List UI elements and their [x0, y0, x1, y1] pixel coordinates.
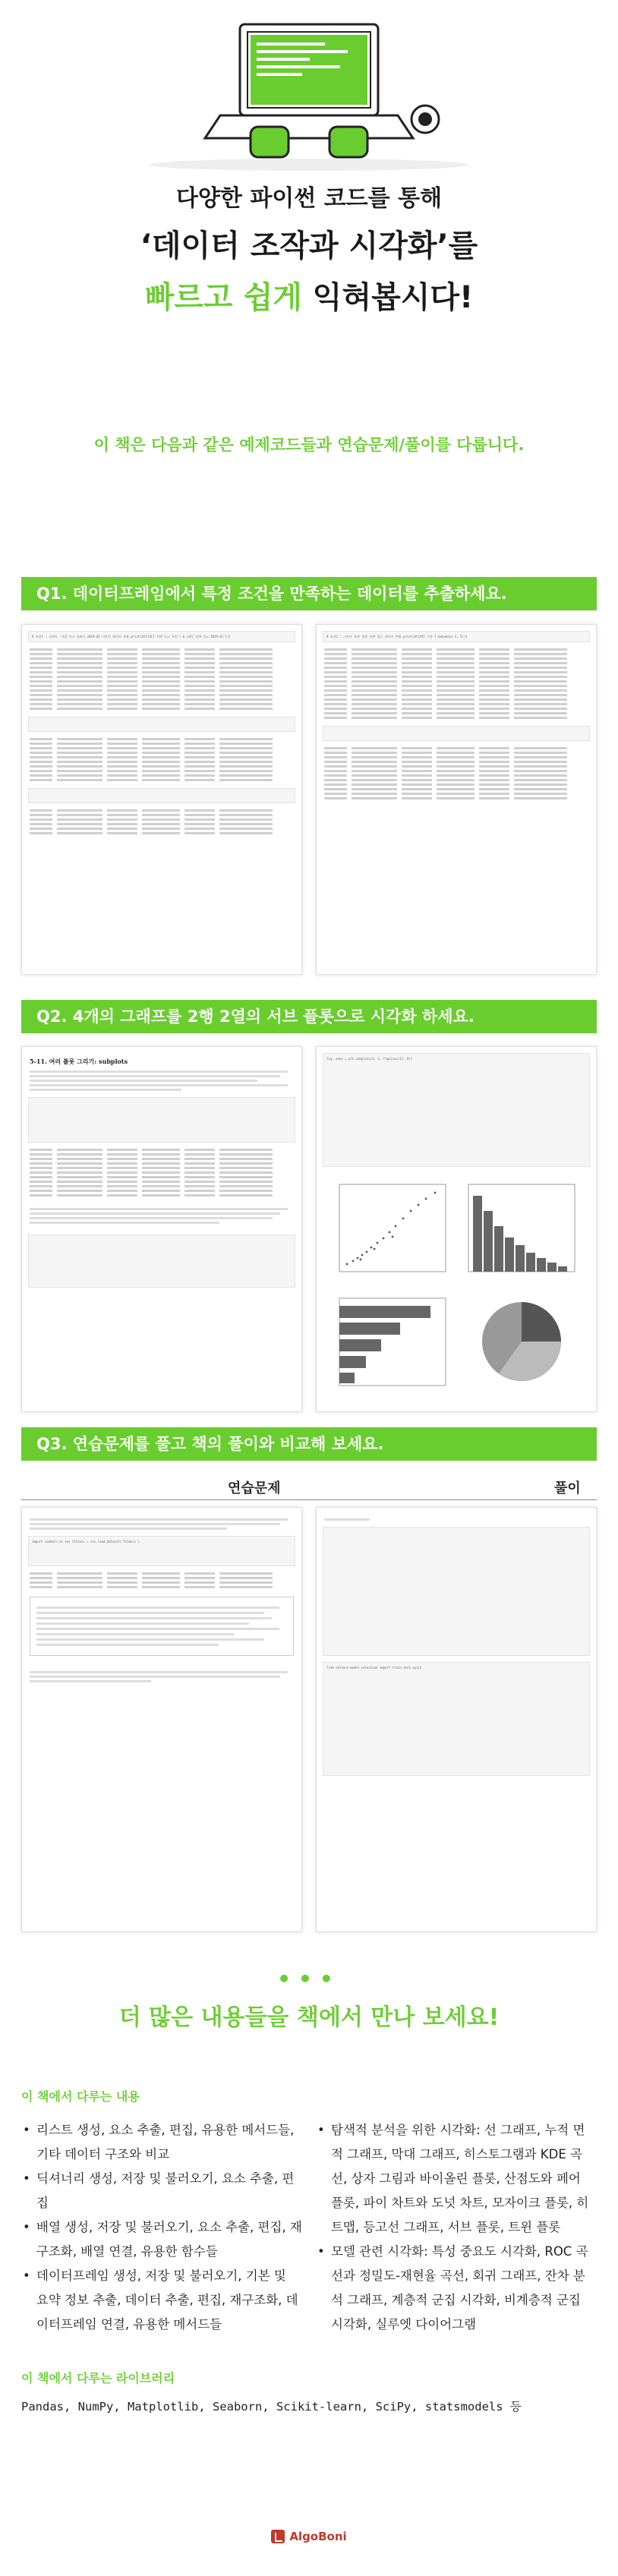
hero-section — [0, 0, 618, 380]
divider — [21, 1499, 597, 1500]
code-block: from sklearn.model_selection import train_test_split — [323, 1662, 590, 1776]
section-bar-q3: Q3. 연습문제를 풀고 책의 풀이와 비교해 보세요. — [21, 1427, 597, 1461]
contents-item: • 모델 관련 시각화: 특성 중요도 시각화, ROC 곡선과 정밀도-재현율 곡선, 회귀 그래프, 잔차 분석 그래프, 계층적 군집 시각화, 비계층적 군집 시각화, 실루엣 다이어그램 — [316, 2240, 597, 2337]
dataframe-output — [324, 747, 588, 800]
contents-item: • 배열 생성, 저장 및 불러오기, 요소 추출, 편집, 재구조화, 배열 연결, 유용한 함수들 — [21, 2215, 302, 2264]
contents-left-column — [21, 2118, 302, 2337]
notes-box — [30, 1597, 294, 1656]
book-page-subplots — [21, 1046, 302, 1412]
dataframe-output — [30, 738, 294, 782]
dataframe-output — [30, 1149, 294, 1197]
brand-logo — [271, 2530, 346, 2543]
horizontal-bars — [339, 1306, 430, 1383]
exercise-label: 연습문제 — [228, 1480, 281, 1496]
code-block — [323, 1527, 590, 1656]
code-block — [323, 726, 590, 741]
dataframe-output — [30, 809, 294, 835]
more-content-heading: 더 많은 내용들을 책에서 만나 보세요! — [118, 2004, 500, 2031]
dataframe-output — [324, 648, 588, 720]
footer — [0, 2530, 618, 2546]
algoboni-logo-icon — [271, 2530, 285, 2543]
intro-text: 이 책은 다음과 같은 예제코드들과 연습문제/풀이를 다룹니다. — [93, 436, 525, 454]
section-bar-q2: Q2. 4개의 그래프를 2행 2열의 서브 플롯으로 시각화 하세요. — [21, 1000, 597, 1033]
code-panel-q1-left — [21, 624, 302, 975]
code-block — [28, 1234, 295, 1288]
divider-dots: ••• — [277, 1966, 341, 1991]
code-block — [28, 1097, 295, 1143]
subplots-figure — [324, 1173, 590, 1401]
pie-chart — [482, 1302, 561, 1381]
libraries-list: Pandas, NumPy, Matplotlib, Seaborn, Scikit-learn, SciPy, statsmodels 등 — [21, 2400, 522, 2414]
contents-item: • 리스트 생성, 요소 추출, 편집, 유용한 메서드들, 기타 데이터 구조와 비교 — [21, 2118, 302, 2167]
contents-item: • 탐색적 분석을 위한 시각화: 선 그래프, 누적 면적 그래프, 막대 그래프, 히스토그램과 KDE 곡선, 상자 그림과 바이올린 플롯, 산점도와 페어 플롯, 파이 차트와 도넛 차트, 모자이크 플롯, 히트맵, 등고선 그래프, 서브 플롯, 트윈 플롯 — [316, 2118, 597, 2240]
code-block: # 조건1 : 지역이 '서울'이고 날짜가 2019-01 이후인 데이터 추출 print(df[(df['지역']=='서울') & (df['날짜']>='2019-01')]) — [28, 631, 295, 642]
libraries-label: 이 책에서 다루는 라이브러리 — [21, 2371, 175, 2385]
solution-panel — [316, 1507, 597, 1932]
brand-name: AlgoBoni — [289, 2530, 347, 2543]
solution-label: 풀이 — [554, 1480, 581, 1496]
histogram-bars — [473, 1196, 567, 1272]
code-block: fig, axes = plt.subplots(2, 2, figsize=(12, 8)) — [323, 1053, 590, 1167]
section-bar-q1: Q1. 데이터프레임에서 특정 조건을 만족하는 데이터를 추출하세요. — [21, 577, 597, 610]
laptop-coding-illustration — [0, 9, 618, 172]
code-block: # 조건2 : 기온이 특정 범위 안에 있는 데이터 추출 print(df[df['기온'].between(-5, 5)]) — [323, 631, 590, 642]
code-block — [28, 717, 295, 732]
hero-highlight-text: 빠르고 쉽게 — [144, 280, 302, 315]
contents-label: 이 책에서 다루는 내용 — [21, 2089, 140, 2104]
dataframe-output — [30, 648, 294, 711]
page-heading: 5-11. 여러 플롯 그리기: subplots — [30, 1058, 128, 1065]
scatter-points — [346, 1192, 437, 1266]
hero-title-line-2: ‘데이터 조작과 시각화’를 — [140, 229, 478, 263]
hero-title-rest: 익혀봅시다! — [301, 280, 474, 315]
code-block — [28, 788, 295, 803]
dataframe-output — [30, 1572, 294, 1589]
hero-title-line-1: 다양한 파이썬 코드를 통해 — [175, 185, 443, 212]
code-block: import seaborn as sns titanic = sns.load_dataset('titanic') — [28, 1536, 295, 1566]
code-panel-q2-right — [316, 1046, 597, 1412]
exercise-panel — [21, 1507, 302, 1932]
contents-item: • 딕셔너리 생성, 저장 및 불러오기, 요소 추출, 편집 — [21, 2167, 302, 2215]
contents-item: • 데이터프레임 생성, 저장 및 불러오기, 기본 및 요약 정보 추출, 데이터 추출, 편집, 재구조화, 데이터프레임 연결, 유용한 메서드들 — [21, 2264, 302, 2337]
hero-title-line-3 — [0, 273, 618, 317]
code-panel-q1-right — [316, 624, 597, 975]
contents-right-column — [316, 2118, 597, 2337]
